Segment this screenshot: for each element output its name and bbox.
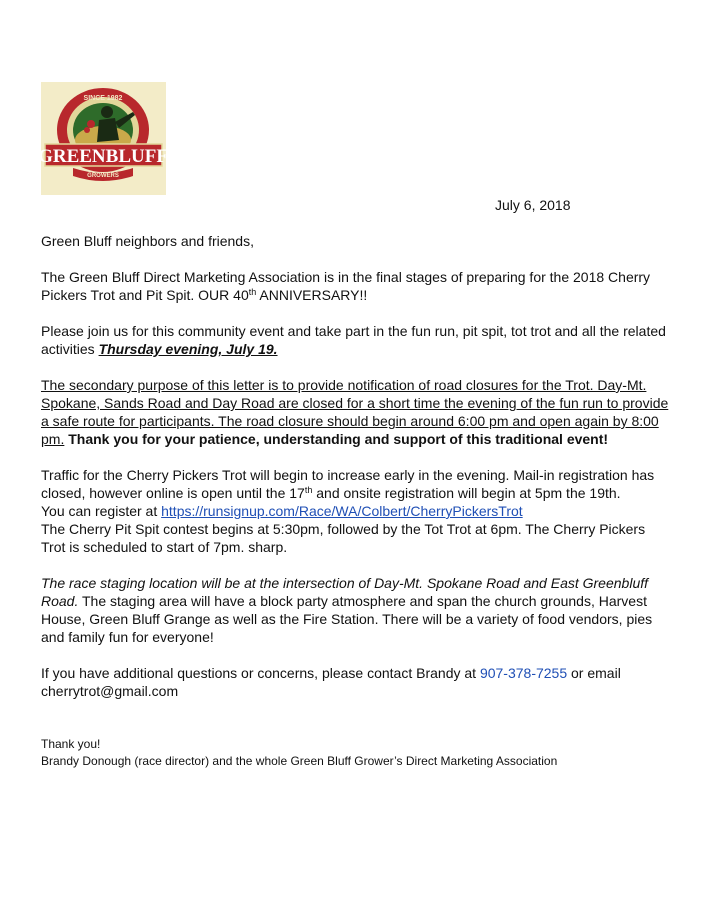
- signature: Brandy Donough (race director) and the whole Green Bluff Grower’s Direct Marketing Association: [41, 754, 558, 768]
- closing: Thank you!: [41, 737, 101, 751]
- register-label: You can register at: [41, 503, 162, 519]
- road-closure-notice: The secondary purpose of this letter is to provide notification of road closures for the Trot. Day-Mt. Spokane, Sands Road and Day Road are closed for a short time the evening of the fun run to provide a safe route for participants. The road closure should begin around 6:00 pm and open again by 8:00 pm.: [41, 377, 669, 447]
- traffic-text: Traffic for the Cherry Pickers Trot will begin to increase early in the evening. Mail-in registration has closed, however online is open until the 17: [41, 467, 655, 501]
- invite-text: Please join us for this community event and take part in the fun run, pit spit, tot trot and all the related activities: [41, 323, 666, 357]
- thank-you-bold: Thank you for your patience, understanding and support of this traditional event!: [64, 431, 609, 447]
- anniversary-text: ANNIVERSARY!!: [256, 287, 368, 303]
- contact-email-text: or email cherrytrot@gmail.com: [41, 665, 621, 699]
- registration-link[interactable]: https://runsignup.com/Race/WA/Colbert/CherryPickersTrot: [161, 503, 523, 519]
- paragraph-intro: [41, 268, 671, 304]
- staging-location-italic: The race staging location will be at the intersection of Day-Mt. Spokane Road and East Greenbluff Road.: [41, 575, 649, 609]
- paragraph-contact: [41, 664, 671, 700]
- letter-date: July 6, 2018: [495, 197, 571, 213]
- paragraph-registration: [41, 466, 671, 556]
- salutation: Green Bluff neighbors and friends,: [41, 233, 254, 249]
- paragraph-invite: [41, 322, 671, 358]
- letter-body: [41, 232, 671, 770]
- onsite-registration-text: and onsite registration will begin at 5pm the 19th.: [312, 485, 621, 501]
- intro-superscript: th: [248, 287, 257, 297]
- contact-text: If you have additional questions or concerns, please contact Brandy at: [41, 665, 480, 681]
- phone-number-link[interactable]: 907-378-7255: [479, 665, 568, 681]
- green-bluff-growers-logo: [41, 82, 166, 195]
- logo-growers-text: GROWERS: [87, 173, 119, 179]
- logo-since-text: SINCE 1982: [83, 95, 123, 102]
- staging-details: The staging area will have a block party atmosphere and span the church grounds, Harvest House, Green Bluff Grange as well as the Fire Station. There will be a variety of food vendors, pies and family fun for everyone!: [41, 593, 653, 645]
- paragraph-staging: [41, 574, 671, 646]
- schedule-text: The Cherry Pit Spit contest begins at 5:30pm, followed by the Tot Trot at 6pm. The Cherry Pickers Trot is scheduled to start of 7pm. sharp.: [41, 521, 646, 555]
- intro-text: The Green Bluff Direct Marketing Association is in the final stages of preparing for the 2018 Cherry Pickers Trot and Pit Spit. OUR 40: [41, 269, 651, 303]
- event-date-emphasis: Thursday evening, July 19.: [98, 341, 278, 357]
- logo-name-text: GREENBLUFF: [41, 146, 166, 167]
- registration-superscript: th: [304, 485, 313, 495]
- paragraph-road-closures: [41, 376, 671, 448]
